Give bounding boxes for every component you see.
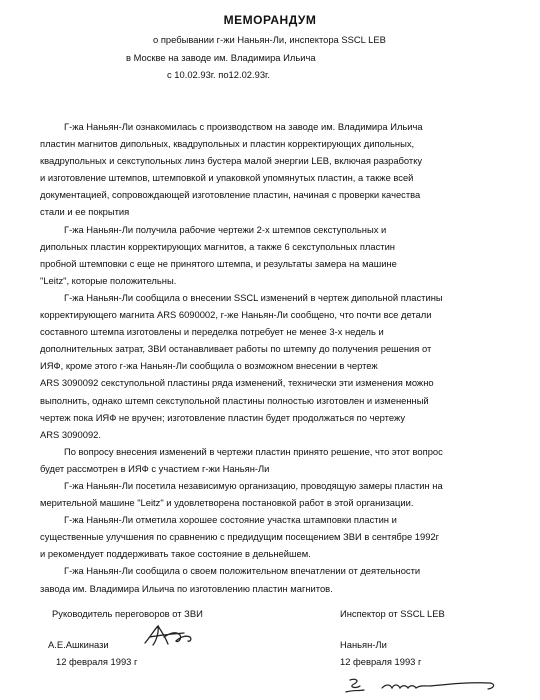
- body-line: Г-жа Наньян-Ли сообщила о внесении SSCL изменений в чертеж дипольной пластины: [64, 291, 443, 303]
- body-line: чертеж пока ИЯФ не вручен; изготовление пластин будет продолжаться по чертежу: [40, 411, 406, 423]
- signatory-role: Инспектор от SSCL LEB: [340, 608, 445, 619]
- paragraph-drawings: [40, 221, 510, 289]
- body-line: и изготовление штемпов, штемповкой и упаковкой упомянутых пластин, а также всей: [40, 172, 414, 184]
- signature-date: 12 февраля 1993 г: [56, 656, 138, 667]
- body-line: документацией, сопровождающей изготовление пластин, начиная с проверки качества: [40, 189, 421, 201]
- body-line: ARS 3090092.: [40, 428, 101, 440]
- signatory-name: Наньян-Ли: [340, 639, 387, 650]
- handwritten-signature-left: [140, 623, 200, 649]
- document-subtitle: [126, 31, 513, 84]
- body-line: ARS 3090092 секступольной пластины ряда изменений, технически эти изменения можно: [40, 377, 434, 389]
- body-line: пробной штемповки с еще не принятого штемпа, и результаты замера на машине: [40, 257, 397, 269]
- subtitle-line: в Москве на заводе им. Владимира Ильича: [126, 51, 316, 63]
- paragraph-measurement: [40, 477, 510, 511]
- body-line: стали и ее покрытия: [40, 206, 130, 218]
- body-line: и рекомендует поддерживать такое состояние в дельнейшем.: [40, 548, 311, 560]
- document-title: МЕМОРАНДУМ: [223, 13, 317, 27]
- body-line: Г-жа Наньян-Ли посетила независимую организацию, проводящую замеры пластин на: [64, 479, 443, 491]
- handwritten-signature-right: [330, 676, 510, 698]
- body-line: корректирующего магнита ARS 6090002, г-же Наньян-Ли сообщено, что почти все детали: [40, 309, 432, 321]
- paragraph-decision: [40, 443, 510, 477]
- body-line: Г-жа Наньян-Ли получила рабочие чертежи 2-х штемпов секступольных и: [64, 223, 387, 235]
- body-line: будет рассмотрен в ИЯФ с участием г-жи Наньян-Ли: [40, 462, 270, 474]
- signatory-role: Руководитель переговоров от ЗВИ: [52, 608, 203, 619]
- body-line: завода им. Владимира Ильича по изготовлению пластин магнитов.: [40, 582, 333, 594]
- body-line: пластин магнитов дипольных, квадрупольных и пластин корректирующих дипольных,: [40, 138, 415, 150]
- body-line: ИЯФ, кроме этого г-жа Наньян-Ли сообщила о возможном внесении в чертеж: [40, 360, 378, 372]
- paragraph-changes: [40, 289, 510, 443]
- body-line: составного штемпа изготовлены и переделка потребует не менее 3-х недель и: [40, 326, 384, 338]
- body-line: дополнительных затрат, ЗВИ останавливает работы по штемпу до получения решения от: [40, 343, 432, 355]
- body-line: существенные улучшения по сравнению с предидущим посещением ЗВИ в сентябре 1992г: [40, 531, 440, 543]
- subtitle-line: о пребывании г-жи Наньян-Ли, инспектора SSCL LEB: [153, 34, 386, 45]
- body-line: По вопросу внесения изменений в чертежи пластин принято решение, что этот вопрос: [64, 445, 443, 457]
- body-line: Г-жа Наньян-Ли ознакомилась с производством на заводе им. Владимира Ильича: [64, 121, 423, 132]
- paragraph-production: [40, 118, 510, 221]
- paragraph-impression: [40, 562, 510, 596]
- body-line: мерительной машине "Leitz" и удовлетворена постановкой работ в этой организации.: [40, 497, 414, 509]
- memo-body: [40, 118, 510, 597]
- signature-block-right: [340, 605, 445, 670]
- body-line: выполнить, однако штемп секступольной пластины полностью изготовлен и измененный: [40, 394, 429, 406]
- paragraph-improvements: [40, 511, 510, 562]
- body-line: дипольных пластин корректирующих магнитов, а также 6 секступольных пластин: [40, 240, 395, 252]
- body-line: "Leitz", которые положительны.: [40, 274, 177, 286]
- signatory-name: А.Е.Ашкинази: [48, 639, 109, 650]
- subtitle-line: с 10.02.93г. по12.02.93г.: [167, 69, 270, 80]
- body-line: Г-жа Наньян-Ли отметила хорошее состояние участка штамповки пластин и: [64, 514, 397, 526]
- signature-date: 12 февраля 1993 г: [340, 656, 422, 667]
- body-line: Г-жа Наньян-Ли сообщила о своем положительном впечатлении от деятельности: [64, 565, 421, 577]
- body-line: квадрупольных и секступольных линз бустера малой энергии LEB, включая разработку: [40, 155, 423, 167]
